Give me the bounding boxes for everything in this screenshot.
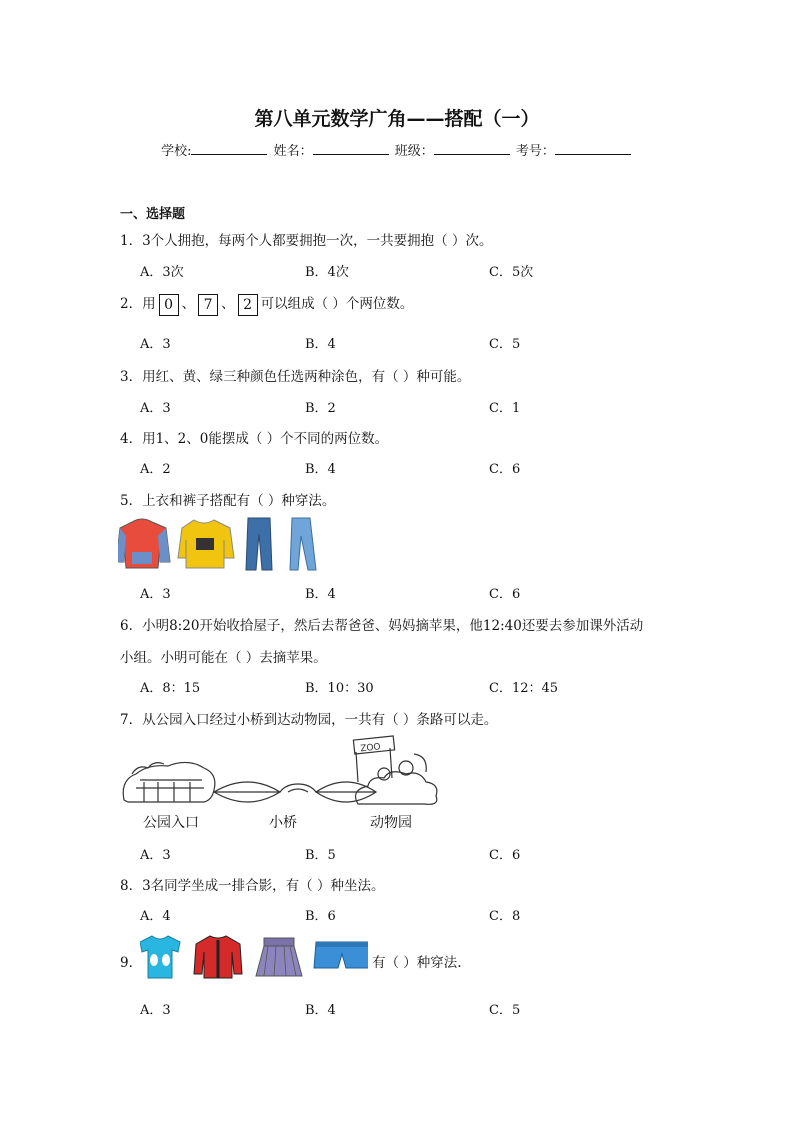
digit-card-2: 2 (238, 294, 258, 316)
zoo-sign-text: ZOO (359, 742, 382, 755)
q5-option-a[interactable]: A．3 (140, 587, 171, 602)
q9-option-b[interactable]: B．4 (305, 1003, 336, 1018)
digit-card-0: 0 (159, 294, 179, 316)
q7-option-c[interactable]: C．6 (489, 848, 521, 863)
q4-option-a[interactable]: A．2 (140, 462, 171, 477)
q8-option-a[interactable]: A．4 (140, 909, 171, 924)
q6-option-a[interactable]: A．8：15 (140, 681, 201, 696)
q2-option-c[interactable]: C．5 (489, 337, 521, 352)
question-6-text-cont: 小组。小明可能在（ ）去摘苹果。 (120, 650, 327, 666)
jeans-light-icon (290, 518, 316, 570)
school-label: 学校: (161, 144, 192, 159)
q9-option-c[interactable]: C．5 (489, 1003, 521, 1018)
q8-option-c[interactable]: C．8 (489, 909, 521, 924)
sweater-icon (178, 520, 234, 568)
skirt-icon (256, 938, 302, 976)
q3-option-c[interactable]: C．1 (489, 401, 521, 416)
q4-option-c[interactable]: C．6 (489, 462, 521, 477)
route-diagram (118, 734, 448, 810)
name-label: 姓名： (273, 144, 313, 159)
shorts-icon (314, 942, 368, 968)
q2-sep-2: 、 (221, 296, 235, 312)
q2-sep-1: 、 (181, 296, 196, 312)
q2-option-a[interactable]: A．3 (140, 337, 171, 352)
digit-card-7: 7 (198, 294, 218, 316)
q3-option-a[interactable]: A．3 (140, 401, 171, 416)
q8-option-b[interactable]: B．6 (305, 909, 336, 924)
question-6-text: 6．小明8:20开始收拾屋子，然后去帮爸爸、妈妈摘苹果，他12:40还要去参加课外活动 (120, 618, 644, 634)
question-8-text: 8．3名同学坐成一排合影，有（ ）种坐法。 (120, 878, 385, 894)
label-bridge: 小桥 (269, 815, 297, 831)
q9-option-a[interactable]: A．3 (140, 1003, 171, 1018)
path-loops-2 (316, 782, 376, 802)
q2-prefix: 2．用 (120, 296, 156, 312)
exam-label: 考号： (515, 144, 555, 159)
question-3-text: 3．用红、黄、绿三种颜色任选两种涂色，有（ ）种可能。 (120, 369, 471, 385)
name-blank[interactable] (313, 142, 389, 155)
q1-option-b[interactable]: B．4次 (305, 265, 349, 280)
q6-option-b[interactable]: B．10：30 (305, 681, 374, 696)
q1-option-a[interactable]: A．3次 (140, 265, 184, 280)
question-1-text: 1．3个人拥抱，每两个人都要拥抱一次，一共要拥抱（ ）次。 (120, 233, 493, 249)
label-zoo: 动物园 (370, 815, 412, 831)
path-loops-1 (214, 782, 280, 802)
question-5-text: 5．上衣和裤子搭配有（ ）种穿法。 (120, 493, 336, 509)
tshirt-icon (140, 936, 180, 978)
q5-option-c[interactable]: C．6 (489, 587, 521, 602)
student-info-line (0, 140, 794, 159)
clothing-images (118, 514, 328, 572)
jacket-icon (194, 936, 242, 978)
label-park-entrance: 公园入口 (143, 815, 199, 831)
class-label: 班级： (394, 144, 434, 159)
question-4-text: 4．用1、2、0能摆成（ ）个不同的两位数。 (120, 431, 389, 447)
question-7-text: 7．从公园入口经过小桥到达动物园，一共有（ ）条路可以走。 (120, 712, 498, 728)
q7-option-a[interactable]: A．3 (140, 848, 171, 863)
q5-option-b[interactable]: B．4 (305, 587, 336, 602)
q6-option-c[interactable]: C．12：45 (489, 681, 559, 696)
q4-option-b[interactable]: B．4 (305, 462, 336, 477)
q3-option-b[interactable]: B．2 (305, 401, 336, 416)
small-bridge-icon (280, 784, 316, 792)
question-9-text: 有（ ）种穿法. (372, 955, 462, 971)
park-gate-icon (123, 762, 215, 802)
question-9-prefix: 9． (120, 955, 143, 971)
q9-clothing-images (140, 932, 368, 982)
class-blank[interactable] (434, 142, 510, 155)
q2-option-b[interactable]: B．4 (305, 337, 336, 352)
question-2-text (120, 292, 413, 316)
section-heading: 一、选择题 (120, 207, 186, 222)
jeans-dark-icon (246, 518, 272, 570)
exam-blank[interactable] (555, 142, 631, 155)
page-title: 第八单元数学广角——搭配（一） (254, 108, 540, 130)
hoodie-icon (118, 519, 170, 568)
q7-option-b[interactable]: B．5 (305, 848, 336, 863)
school-blank[interactable] (191, 142, 267, 155)
q1-option-c[interactable]: C．5次 (489, 265, 534, 280)
q2-suffix: 可以组成（ ）个两位数。 (260, 296, 414, 312)
